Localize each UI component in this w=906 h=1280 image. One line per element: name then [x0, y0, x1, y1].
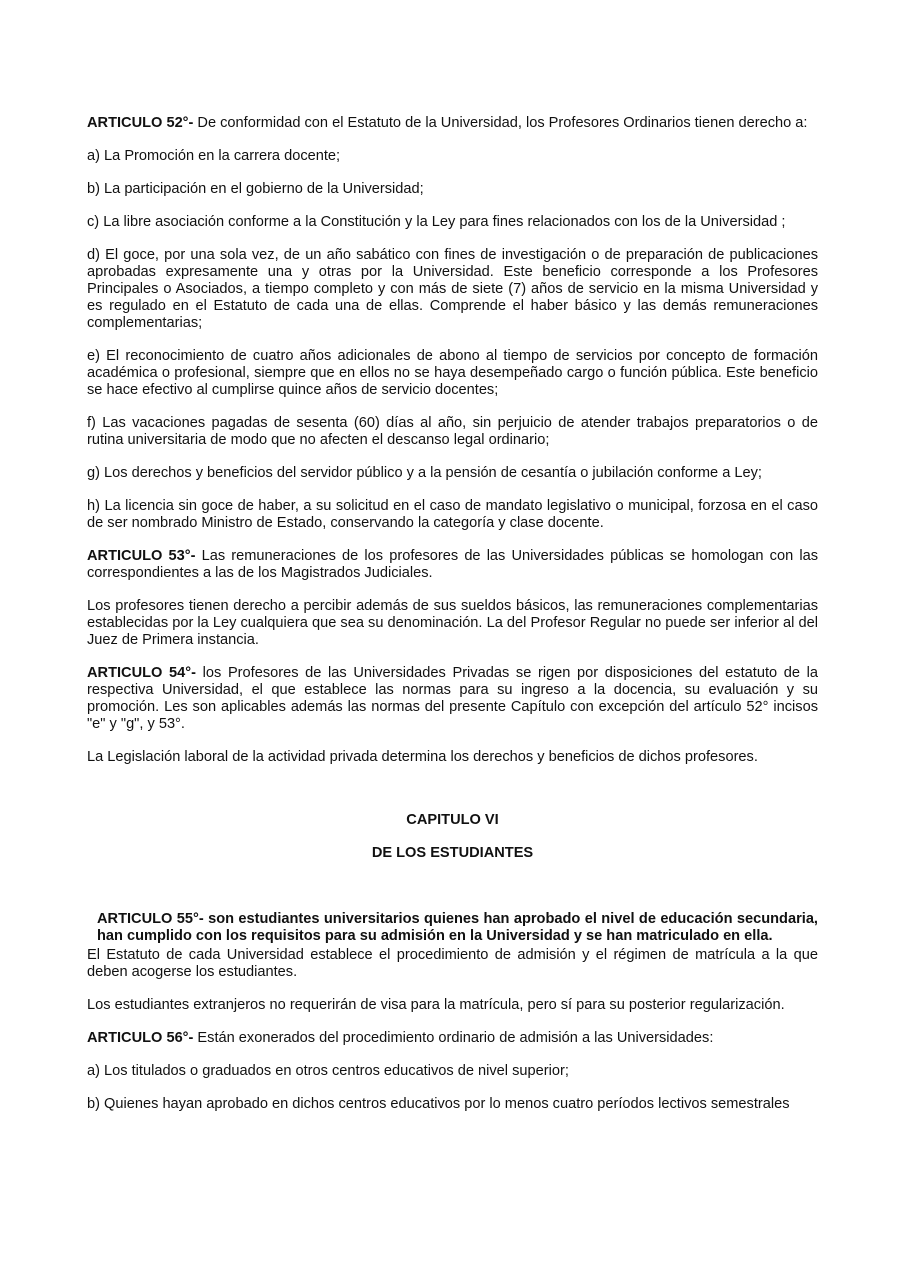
article-55-heading: ARTICULO 55°-	[97, 911, 204, 927]
article-54	[87, 665, 818, 733]
article-55-text: son estudiantes universitarios quienes han aprobado el nivel de educación secundaria, han cumplido con los requisitos para su admisión en la Universidad y se han matriculado en ella.	[97, 911, 818, 944]
document-page	[87, 115, 818, 1129]
article-55	[87, 911, 818, 945]
article-52	[87, 115, 818, 132]
article-52-item-a: a) La Promoción en la carrera docente;	[87, 148, 341, 164]
article-55-paragraph-2: El Estatuto de cada Universidad establece el procedimiento de admisión y el régimen de matrícula a la que deben acogerse los estudiantes.	[87, 947, 818, 980]
chapter-subtitle: DE LOS ESTUDIANTES	[371, 845, 534, 861]
article-56-heading: ARTICULO 56°-	[87, 1030, 194, 1046]
article-53-heading: ARTICULO 53°-	[87, 548, 196, 564]
article-52-item-g: g) Los derechos y beneficios del servidor público y a la pensión de cesantía o jubilación conforme a Ley;	[87, 465, 762, 481]
article-54-paragraph-2: La Legislación laboral de la actividad privada determina los derechos y beneficios de dichos profesores.	[87, 749, 758, 765]
article-52-text: De conformidad con el Estatuto de la Universidad, los Profesores Ordinarios tienen derecho a:	[193, 115, 808, 131]
chapter-title: CAPITULO VI	[406, 812, 499, 828]
article-56-item-b: b) Quienes hayan aprobado en dichos centros educativos por lo menos cuatro períodos lectivos semestrales	[87, 1096, 790, 1112]
article-56-item-a: a) Los titulados o graduados en otros centros educativos de nivel superior;	[87, 1063, 569, 1079]
article-55-paragraph-3: Los estudiantes extranjeros no requerirán de visa para la matrícula, pero sí para su posterior regularización.	[87, 997, 785, 1013]
article-52-item-h: h) La licencia sin goce de haber, a su solicitud en el caso de mandato legislativo o municipal, forzosa en el caso de ser nombrado Ministro de Estado, conservando la categoría y clase docente.	[87, 498, 818, 531]
article-52-heading: ARTICULO 52°-	[87, 115, 194, 131]
article-53-text: Las remuneraciones de los profesores de las Universidades públicas se homologan con las correspondientes a las de los Magistrados Judiciales.	[87, 548, 819, 581]
article-52-item-e: e) El reconocimiento de cuatro años adicionales de abono al tiempo de servicios por concepto de formación académica o profesional, siempre que en ellos no se haya desempeñado cargo o función pública. Este beneficio se hace efectivo al cumplirse quince años de servicio docentes;	[87, 348, 818, 398]
article-54-text: los Profesores de las Universidades Privadas se rigen por disposiciones del estatuto de la respectiva Universidad, el que establece las normas para su ingreso a la docencia, su evaluación y su promoción. Les son aplicables además las normas del presente Capítulo con excepción del artículo 52° incisos "e" y "g", y 53°.	[87, 665, 818, 732]
article-54-heading: ARTICULO 54°-	[87, 665, 196, 681]
article-52-item-c: c) La libre asociación conforme a la Constitución y la Ley para fines relacionados con los de la Universidad ;	[87, 214, 786, 230]
article-52-item-f: f) Las vacaciones pagadas de sesenta (60) días al año, sin perjuicio de atender trabajos preparatorios o de rutina universitaria de modo que no afecten el descanso legal ordinario;	[87, 415, 818, 448]
article-56-text: Están exonerados del procedimiento ordinario de admisión a las Universidades:	[193, 1030, 714, 1046]
article-52-item-b: b) La participación en el gobierno de la Universidad;	[87, 181, 424, 197]
article-53-paragraph-2: Los profesores tienen derecho a percibir además de sus sueldos básicos, las remuneraciones complementarias establecidas por la Ley cualquiera que sea su denominación. La del Profesor Regular no puede ser inferior al del Juez de Primera instancia.	[87, 598, 818, 648]
article-52-item-d: d) El goce, por una sola vez, de un año sabático con fines de investigación o de preparación de publicaciones aprobadas expresamente una y otras por la Universidad. Este beneficio corresponde a los Profesores Principales o Asociados, a tiempo completo y con más de siete (7) años de servicio en la misma Universidad y es regulado en el Estatuto de cada una de ellas. Comprende el haber básico y las demás remuneraciones complementarias;	[87, 247, 818, 331]
article-56	[87, 1030, 818, 1047]
article-53	[87, 548, 818, 582]
